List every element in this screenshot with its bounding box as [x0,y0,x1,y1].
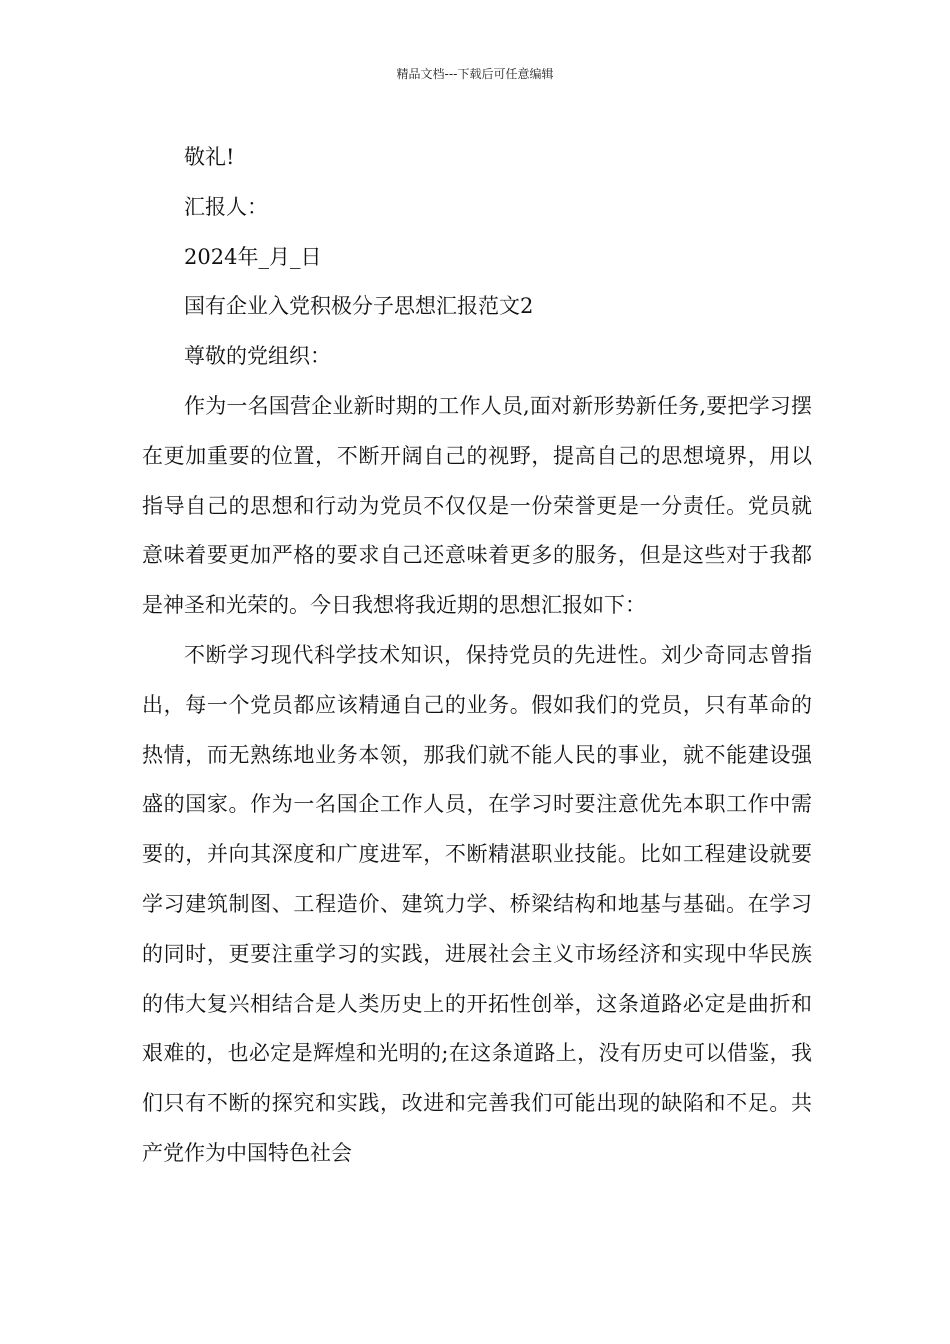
date-line: 2024年_月_日 [184,244,322,269]
article-title: 国有企业入党积极分子思想汇报范文2 [184,294,534,319]
closing-salutation: 敬礼! [184,145,235,169]
paragraph-intro: 作为一名国营企业新时期的工作人员,面对新形势新任务,要把学习摆在更加重要的位置，不断开阔自己的视野，提高自己的思想境界，用以指导自己的思想和行动为党员不仅仅是一份荣誉更是一分责任。党员就意味着要更加严格的要求自己还意味着更多的服务，但是这些对于我都是神圣和光荣的。今日我想将我近期的思想汇报如下： [142,393,812,618]
greeting: 尊敬的党组织： [184,344,331,369]
document-body [142,133,812,1179]
reporter-label: 汇报人： [184,194,268,219]
page-header: 精品文档---下载后可任意编辑 [396,67,554,81]
paragraph-study: 不断学习现代科学技术知识，保持党员的先进性。刘少奇同志曾指出，每一个党员都应该精通自己的业务。假如我们的党员，只有革命的热情，而无熟练地业务本领，那我们就不能人民的事业，就不能建设强盛的国家。作为一名国企工作人员，在学习时要注意优先本职工作中需要的，并向其深度和广度进军，不断精湛职业技能。比如工程建设就要学习建筑制图、工程造价、建筑力学、桥梁结构和地基与基础。在学习的同时，更要注重学习的实践，进展社会主义市场经济和实现中华民族的伟大复兴相结合是人类历史上的开拓性创举，这条道路必定是曲折和艰难的，也必定是辉煌和光明的;在这条道路上，没有历史可以借鉴，我们只有不断的探究和实践，改进和完善我们可能出现的缺陷和不足。共产党作为中国特色社会 [142,642,812,1165]
